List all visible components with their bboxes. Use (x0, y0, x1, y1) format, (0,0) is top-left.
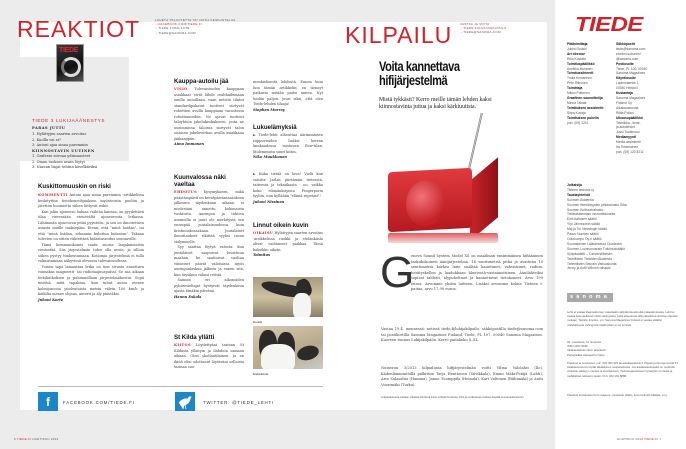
twitter-link[interactable]: TWITTER: @TIEDE_LEHTI (203, 400, 275, 405)
founder-item: Suomen Akatemia (567, 197, 594, 202)
article-body (38, 193, 144, 303)
poll-title: TIEDE 3 LUKIJAÄÄNESTYS (32, 118, 106, 123)
staff-name: Sirpa Kuvaja (567, 110, 586, 115)
section-title-reaktiot: REAKTIOT (17, 16, 141, 42)
founder-item: Yrjö Jahnssonin säätiö (567, 222, 601, 227)
article-body (174, 190, 244, 300)
photo-caption: Ruokki (253, 320, 263, 324)
staff-role: Toimituksen puhelin (567, 115, 599, 120)
founder-item: Suomalainen Lääkäriseura Duodecim (567, 241, 622, 246)
contest-link[interactable]: →TIEDE.FI/LUKIJAKILPAILU (460, 26, 507, 31)
cover-graphic (61, 57, 81, 77)
contest-headline: Voita kannettava hifijärjestelmä (379, 59, 460, 88)
section-title-kilpailu: KILPAILU (345, 22, 453, 48)
paragraph: Tämä kommunikointi vaatii suoria laajakaistaista viestintää. Siis järjestelmän tulee olla avoin, ja silloin siihen pystyy tunkeutumaan. Kotiomia järjestelmiä ei tulla valmistamaan näkyvissä olevassa tulevaisuudessa. (38, 242, 144, 263)
article-headline: St Kilda yllätti (174, 334, 215, 341)
article-body (253, 172, 323, 205)
cover-logo: TIEDE (59, 47, 79, 54)
staff-role: Graafinen suunnittelija (567, 95, 603, 100)
staff-name: Riku Koskelo (567, 56, 587, 61)
founder-item: Tieteellisten Seurain Valtuuskunta (567, 261, 617, 266)
bird-body (296, 343, 321, 362)
staff-name: Tuula Kinnarinen (567, 76, 592, 81)
page-folio-right (617, 437, 661, 441)
paragraph: Kysymykseen, mikä päästäispäivä on kevätpäiväntasauksen jälkeisen täydenkuun aikaan, ei mielestäni annettu kokonaista vastausta. Auringon ja tähtien asemoilla ei juuri ole merkitystä sen enempää juutalaisuudessa kuin kristinuskossakaan. Juutalaiset ilmoittaukset rikittää syyksi tavan säilymiselle. (174, 190, 245, 244)
dropcap: G (380, 248, 415, 297)
radio-front (388, 168, 472, 232)
staff-name: etunimi.sukunimi (616, 51, 641, 56)
issue-info: 33. vuosikerta, 12 numeroa ISSN 1457-9030 Aikakauslehtien liiton jäsenlehti Painopaikka Hansaprint Turku (567, 340, 606, 357)
staff-name: Tiede, PL 100, 00040 (616, 66, 648, 71)
fine-print: Lukijapalautetta voidaan julkaista lehdessä ilman erillistä ilmoitusta. Nimi ja osoitetietoja voidaan käyttää suoramarkkinointiin. (381, 396, 525, 399)
publisher-block (567, 183, 677, 271)
paragraph: ► Kuka tietää on kiva! Vielä kun saisitte Jarlan piirtämän tieteestä, taiteesta ja tekniikasta - no, vaikka koko elämänkirjasta Fingerporin tyyliin, niin kyllähän "elämä repeäisi"! (253, 172, 323, 198)
facebook-link[interactable]: →FACEBOOK.COM/TIEDE.FI (155, 22, 203, 27)
bird-photo-etelankiisla (253, 326, 323, 369)
article-kicker: EHDOTUS (174, 190, 198, 194)
contest-links (460, 22, 507, 35)
twitter-bird-icon[interactable] (175, 392, 195, 411)
folio-site: TIEDE.FI (16, 437, 32, 441)
article-body (253, 133, 323, 161)
tiede-logo: TIEDE (575, 14, 643, 36)
paragraph: Kun jokin ajoneuvo haluaa vaihtaa kaistaa, on pyydettävä tilaa vieressään etenevältä ajoneuvosta letkassa. Lähimmän ajoneuvon pitää pyyntöön, ja sen on ilmoitettava asiasta muille taaksepäin. Etenn, että "minä hoidan", tai että "minä hoidan, sekunnin kuluttua hidastan". Takana tulevien on sitten välitettävä hidastusroitus seuraaville. (38, 209, 145, 241)
staff-name: 00350 Helsinki (616, 86, 638, 91)
paragraph: Toinen tapa lamauttaa letka on tien sivusta annettava voimakas magneetti- tai radiotaajuuspulssi. Se saa aikaan tietokatkoksen ja pahimmillaan järjestelmäbootin. Sopii miettiä, mitä tapahtuu, kun tuhat autoa etenee kolmijonossa puolentoista metrin välein 100 km/h ja kaikilta menee ohjaus, autorit ja äly pimeäksi. (38, 264, 144, 296)
founder-item: Outokumpu Oy:n säätiö (567, 236, 602, 241)
paragraph: Hylättyjen saarten arvoitus -artikkelissa ruokki ja etelänkiisla olivat vaihtaneet paikkaa. Tässä kaksikko oikein. (253, 231, 323, 252)
founder-item: Emil Aaltosen säätiö (567, 217, 597, 222)
staff-role: Sähköpostit (616, 42, 635, 46)
article-headline: Kuunvalossa näki vaeltaa (174, 174, 226, 188)
staff-name: tiede@sanoma.com (616, 46, 646, 51)
palaute-link[interactable]: →TIEDE.FI/PALAUTE (155, 26, 190, 31)
poll-item: 3. Autoni ajaa sinua paremmin (32, 143, 88, 147)
staff-role: Toimituksen assistentti (567, 105, 604, 110)
page-number: 7 (659, 437, 662, 441)
feedback-links (155, 18, 236, 35)
paragraph: Tulevaisuuden kauppaan asiakkaat eivät lähde realtkailemaan omilla autoillaan, vaan netistä tilatut standardipakatut tuotteet siirtyvät robottien avulla kauppiaan varastossa robottiautoihin. Ne ajavat tuotteet taloyhtiön jakelukeskukseen, josta ne uusimmissa taloissa siirtyvät talon sisäisen jakeluverkon avulla asiakkaan jääkaappiin. (174, 87, 244, 141)
folio-issue: HUHTIKUU 2013 (32, 437, 59, 441)
founder-item: Paavo Nurmen säätiö (567, 232, 599, 237)
article-body (174, 343, 244, 371)
folio-issue: HUHTIKUU 2013 (617, 437, 644, 441)
staff-name: ja autolehdet (616, 125, 635, 130)
staff-name: Sanoma Magazines (616, 71, 646, 76)
founders-list (567, 198, 677, 272)
feed-line: VASTAA JA VOITA (460, 22, 490, 26)
poll-item: 1. Grafeeni siivoaa ydinsaasteet (32, 154, 91, 158)
radio-reflection (388, 233, 498, 243)
magazine-cover-image (56, 44, 84, 82)
staff-name: Mikko Puttonen (567, 91, 590, 96)
bird-body (261, 344, 295, 369)
paragraph: menkielisestä lehdestä. Ennen kuin luin tämän artikkelin, en tiennyt paikasta mitään paitsi nimen. Nyt tiedän paljon, juuri siksi, että olen Tiede-lehden tilaaja! (253, 80, 323, 106)
article-body (174, 87, 244, 148)
paragraph: Autoni ajaa sinua paremmin -artikkelissa keskityttiin tietokoneohjauksen myönteisiin puoliin ja jätettiin huomiotta siihen liittyvät riskit. (38, 193, 144, 208)
publisher-role: Julkaisija (567, 183, 582, 187)
signature: Stephen Murray (253, 107, 285, 112)
staff-name: puh. (09) 1201 (567, 120, 589, 125)
staff-name: Riitta Pollari (616, 110, 634, 115)
staff-name: Media-assistentti (616, 140, 641, 145)
article-kicker: KIITOS (174, 343, 191, 347)
staff-role: Art director (567, 51, 585, 56)
staff-list-left (567, 42, 615, 125)
staff-name: Finland Oy (616, 100, 632, 105)
article-continuation (253, 80, 323, 113)
staff-name: Aikakausmedia (616, 105, 639, 110)
poll-item: 3. Nazcan linjat tehtiin kävelkäviksi (32, 165, 98, 169)
staff-name: Ira Simenainen (616, 145, 639, 150)
founder-item: Suomen Kulttuurirahasto (567, 207, 604, 212)
radio-side (470, 157, 498, 240)
article-kicker: KOMMENTTI (38, 193, 68, 197)
staff-name: Jussi Tuulensuu (616, 130, 640, 135)
founder-item: Teknillisten Tieteiden Akatemia (567, 256, 612, 261)
legal-paragraph: Lehti ei vastaa tilaamattomien materiaalin säilyttämisestä eikä palauttamisesta. Lehti ei vastaa lukuodellisesti niistä vahingoista, jotka aiheutuvat siitä julkaistava ilmoitus ohjeiden mukaan. Tarjoilu, ilmoitus, ym. Sanoma Magazines Finland ei vastaa sisällön mahdollisesta vahingosta mikäli jotain ei voi korvata. (567, 310, 679, 327)
article-kicker: OIKAISU (253, 231, 274, 235)
contest-winners: Numeron 3/2013 kilpailussa hifijärjestelmän voitti Vilma Valolahti (Ilo). Kädenlämmintöillä palkittiin Tarja Henttonen (Siivikkala), Emmi Mäki-Petäjä (Lahti), Arto Sulasalmi (Hamina), Janne Tuomppila (Heinola), Kari Valtonen (Riihimäki) ja Antti Vuorimäki (Turku). (381, 366, 543, 387)
founders-role: Taustayhteisöt (567, 192, 591, 197)
founder-item: Jenny ja Antti Wihurin rahasto (567, 266, 611, 271)
poll-group-heading: PARAS JUTTU (32, 126, 66, 130)
article-kicker: VISIO (174, 87, 188, 91)
staff-name: Jukka Ruukki (567, 46, 587, 51)
page-folio-left (14, 437, 58, 441)
puffin-photo-ruokki (253, 277, 323, 317)
article-body (253, 231, 323, 259)
signature: Niko Muukkonen (253, 155, 287, 159)
hifi-radio-image (388, 165, 498, 245)
page-number: 6 (14, 437, 16, 441)
staff-name: Tekniikka-, tiede- (616, 120, 641, 125)
speaker-grille (406, 179, 444, 227)
founder-item: Syöpäsäätiö – Cancerstiftelsen (567, 251, 613, 256)
signature: Aimo Immonen (174, 142, 204, 146)
staff-role: Mediamyynti (616, 135, 636, 140)
staff-role: Käyntiosoite (616, 76, 636, 81)
poll-group-heading: KIINNOSTAVIN UUTINEN (32, 148, 95, 153)
paragraph: Löydettyäni tarinan St Kildasta ylläityin ja ilahduin samaan aikaan. Olen skotlantilainen, ja en ikinä olisi odottanut löytäväni sellaista tarinaa suo- (174, 343, 244, 369)
signature: Juhani Nissinen (253, 199, 285, 204)
article-headline: Kauppa-autoilu jää (174, 78, 229, 85)
staff-role: Toimituspäällikkö (567, 61, 595, 66)
facebook-icon[interactable]: f (38, 392, 58, 411)
staff-name: @sanoma.com (616, 56, 639, 61)
folio-site: TIEDE.FI (644, 437, 659, 441)
article-headline: Kuskittomuuskin on riski (38, 183, 111, 190)
signature: Hannu Eskola (174, 294, 202, 299)
staff-role: Toimittaja (567, 86, 583, 91)
poll-item: 2. Kuolla vai ei? (32, 137, 61, 142)
email-link[interactable]: →TIEDE@SANOMA.COM (460, 30, 501, 35)
publisher-name: Tieteen tiedotus ry (567, 187, 594, 192)
staff-name: Annikka Mutanen (567, 66, 593, 71)
staff-name: Petri Riikonen (567, 81, 588, 86)
delivery-note: Tilaukset toimitetaan force majeure -varauksin (lakko, luonnonilmiöt hätätila, ym.). (567, 393, 668, 397)
article-headline: Lukuelämyksiä (253, 124, 297, 131)
staff-name: Minna Takala (567, 100, 587, 105)
founder-item: Suomen itsenäisyyden juhlarahasto Sitra (567, 202, 627, 207)
photo-caption: Etelänkiisla (253, 372, 269, 376)
bird-glyph (175, 392, 195, 411)
bird-body (293, 293, 311, 317)
contest-body: eneva Sound System Model XS on maailman ensimmäinen hifiääninen taskukokoinen äänijärjestelmä. 16 senttimetriä pitkä ja avattuna 10 senttimetriä korkea laite sisältää kaiuttimet, vahvistimet, radion, herätyskellon ja laadukkaan bluetooth-vastaanottimen. Äänilähteiksi sopivat tabletit, älypuhelimet ja kannettavat tietokoneet. Arvo 199 euroa. Arvomme yhden laitteen. Lisäksi arvomme kolme Tieteen t-paitaa, arvo 17,90 euroa. (411, 254, 543, 291)
staff-name: puh. (09) 120 5211 (616, 149, 644, 154)
signature: Toimitus (253, 253, 271, 257)
staff-role: Kustantaja (616, 91, 633, 96)
article-headline: Linnut oikein kuvin (253, 222, 309, 229)
poll-item: 1. Hylättyjen saarten arvoitus (32, 132, 87, 136)
sanoma-logo: sanoma (567, 293, 613, 302)
facebook-link[interactable]: FACEBOOK.COM/TIEDE.FI (63, 400, 135, 405)
paragraph: ► Tiede-lehti aiheuttaa äärimmäisen riippuvuuden lisäksi kerran kuukaudessa toistuvan flow-tilan. Molemmista suuri kiitos. (253, 133, 323, 154)
feed-line: LÄHETÄ PALAUTETTA TAI JATKA KESKUSTELUA (155, 18, 236, 22)
staff-role: Postiosoite (616, 61, 634, 66)
contest-subhead: Mistä tykkäsit? Kerro meille tämän lehden kaksi kiinnostavinta juttua ja kaksi kärkiuutista. (379, 97, 492, 110)
staff-role: Toimitussihteerit (567, 71, 594, 76)
founder-item: Maj ja Tor Nesslingin säätiö (567, 227, 608, 232)
founder-item: Tiedeakatemiain neuvottelukunta (567, 212, 616, 217)
staff-role: Päätoimittaja (567, 42, 588, 46)
paragraph: Syy saattaa löytyä valosta: kun juutalaiset saapuivat luvattuun maahan, he saattoivat vaeltaa viimeiset päivät valoisassa myös auringonlaskun jälkeen ja ennen sitä, kun täysikuu valaisi reittiä. (174, 245, 244, 277)
poll-item: 2. Oman taoksen avain löytyi (32, 159, 85, 164)
contest-instructions: Vastaa 19.4. mennessä: netissä tiede.fi/lukijakilpailu, sähköpostilla tiede@sanoma.com tai postikortilla Sanoma Magazines Finland, Tiede, PL 107, 00040 Sanoma Magazines. Kuoreen tunnus Lukijakilpailu. Kerro paitakoko S–XL. (381, 327, 543, 342)
staff-list-right (616, 42, 676, 155)
staff-name: Lapinmäentie 1, (616, 81, 640, 86)
subscription-info: Tilaukset ja muutokset, puh. 020 363 323 tai asiakaspalvelu.fi Ohjeita ja hinnoja sivulla 67. Asiakasnumeron löydät takakannen osoitetiedoista. Jos asiakastiedoissasi on merkintä virheistä, pääsyyn muutos ja ilmoitukseen. Tietosuojaselosteen kyselyihin on tiedot ja mahdolliset rekisterin tiedot. Puh. 020 191 8888. (567, 361, 679, 378)
paragraph: Samoin eri aikonoiden pyhiinvaeltajat hyötyivät täydenkuun ajasta tänäkin päivänä. (174, 278, 244, 293)
signature: Juhani Korte (38, 297, 64, 302)
founder-item: Suomen Luonnonvarain Tutkimussäätiö (567, 246, 625, 251)
divider (38, 386, 323, 387)
email-link[interactable]: →TIEDE@SANOMA.COM (155, 30, 196, 35)
staff-name: Sanoma Magazines (616, 95, 646, 100)
staff-role: Ulkoasupäällikkö (616, 115, 643, 120)
